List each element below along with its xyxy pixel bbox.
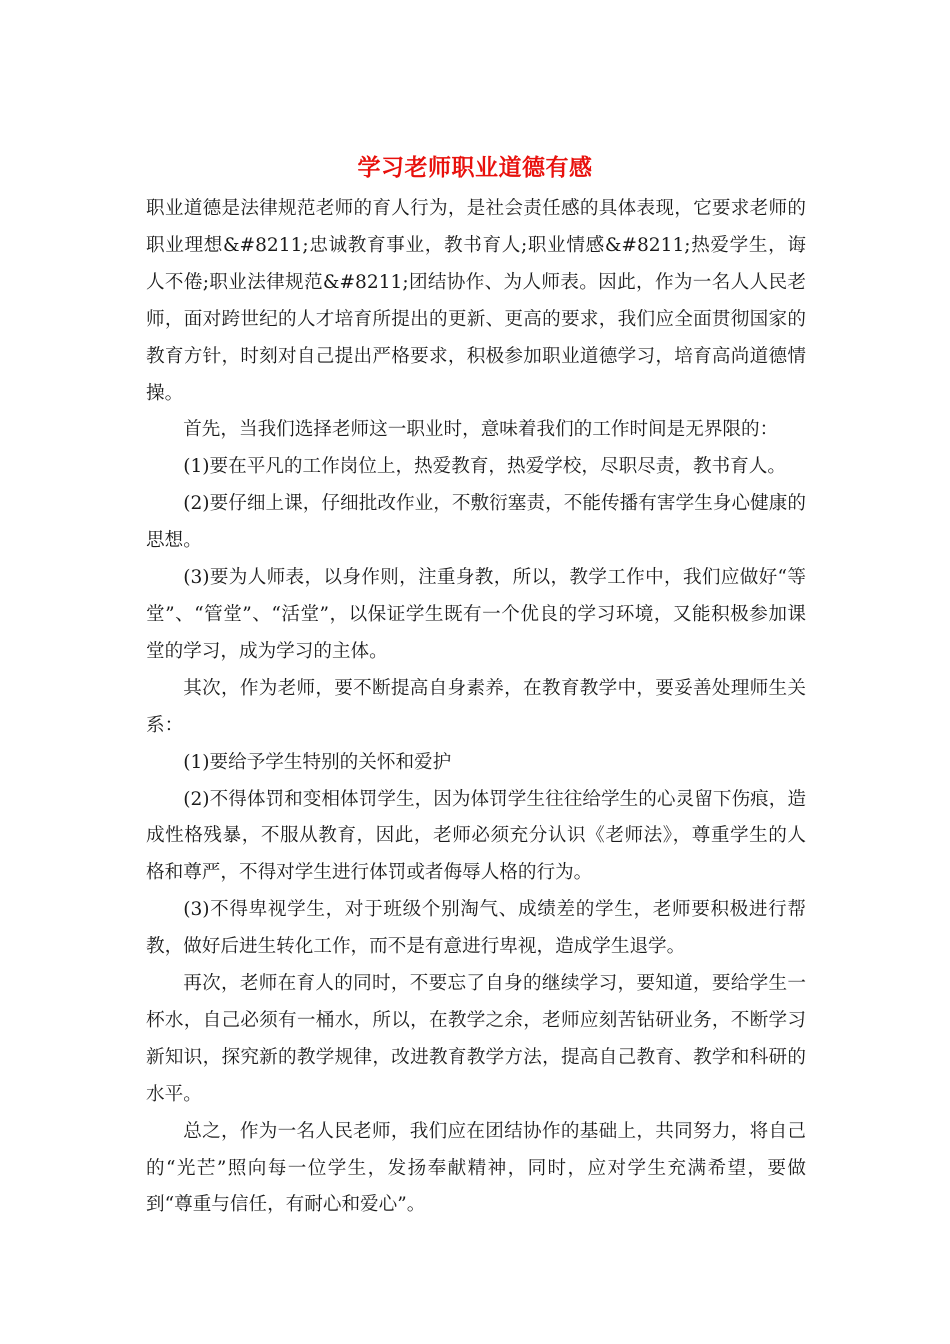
list-item: (1)要给予学生特别的关怀和爱护: [183, 751, 452, 773]
paragraph-third-point: 再次，老师在育人的同时，不要忘了自身的继续学习，要知道，要给学生一杯水，自己必须有一桶水，所以，在教学之余，老师应刻苦钻研业务，不断学习新知识，探究新的教学规律，改进教育教学方法，提高自己教育、教学和科研的水平。: [146, 973, 806, 1105]
paragraph-first-point: 首先，当我们选择老师这一职业时，意味着我们的工作时间是无界限的：: [183, 419, 779, 441]
document-body: [146, 191, 806, 1224]
paragraph-second-point: 其次，作为老师，要不断提高自身素养，在教育教学中，要妥善处理师生关系：: [146, 677, 806, 736]
paragraph-conclusion: 总之，作为一名人民老师，我们应在团结协作的基础上，共同努力，将自己的“光芒”照向每一位学生，发扬奉献精神，同时，应对学生充满希望，要做到“尊重与信任，有耐心和爱心”。: [146, 1120, 806, 1216]
paragraph-intro: 职业道德是法律规范老师的育人行为，是社会责任感的具体表现，它要求老师的职业理想&#8211;忠诚教育事业，教书育人;职业情感&#8211;热爱学生，诲人不倦;职业法律规范&#8211;团结协作、为人师表。因此，作为一名人人民老师，面对跨世纪的人才培育所提出的更新、更高的要求，我们应全面贯彻国家的教育方针，时刻对自己提出严格要求，积极参加职业道德学习，培育高尚道德情操。: [146, 198, 806, 404]
list-item: (3)不得卑视学生，对于班级个别淘气、成绩差的学生，老师要积极进行帮教，做好后进生转化工作，而不是有意进行卑视，造成学生退学。: [146, 899, 806, 958]
list-item: (1)要在平凡的工作岗位上，热爱教育，热爱学校，尽职尽责，教书育人。: [183, 456, 786, 478]
document-title: 学习老师职业道德有感: [357, 154, 593, 181]
list-item: (2)不得体罚和变相体罚学生，因为体罚学生往往给学生的心灵留下伤痕，造成性格残暴，不服从教育，因此，老师必须充分认识《老师法》，尊重学生的人格和尊严，不得对学生进行体罚或者侮辱人格的行为。: [146, 788, 806, 884]
list-item: (3)要为人师表，以身作则，注重身教，所以，教学工作中，我们应做好“等堂”、“管堂”、“活堂”，以保证学生既有一个优良的学习环境，又能积极参加课堂的学习，成为学习的主体。: [146, 567, 806, 662]
list-item: (2)要仔细上课，仔细批改作业，不敷衍塞责，不能传播有害学生身心健康的思想。: [146, 493, 806, 552]
